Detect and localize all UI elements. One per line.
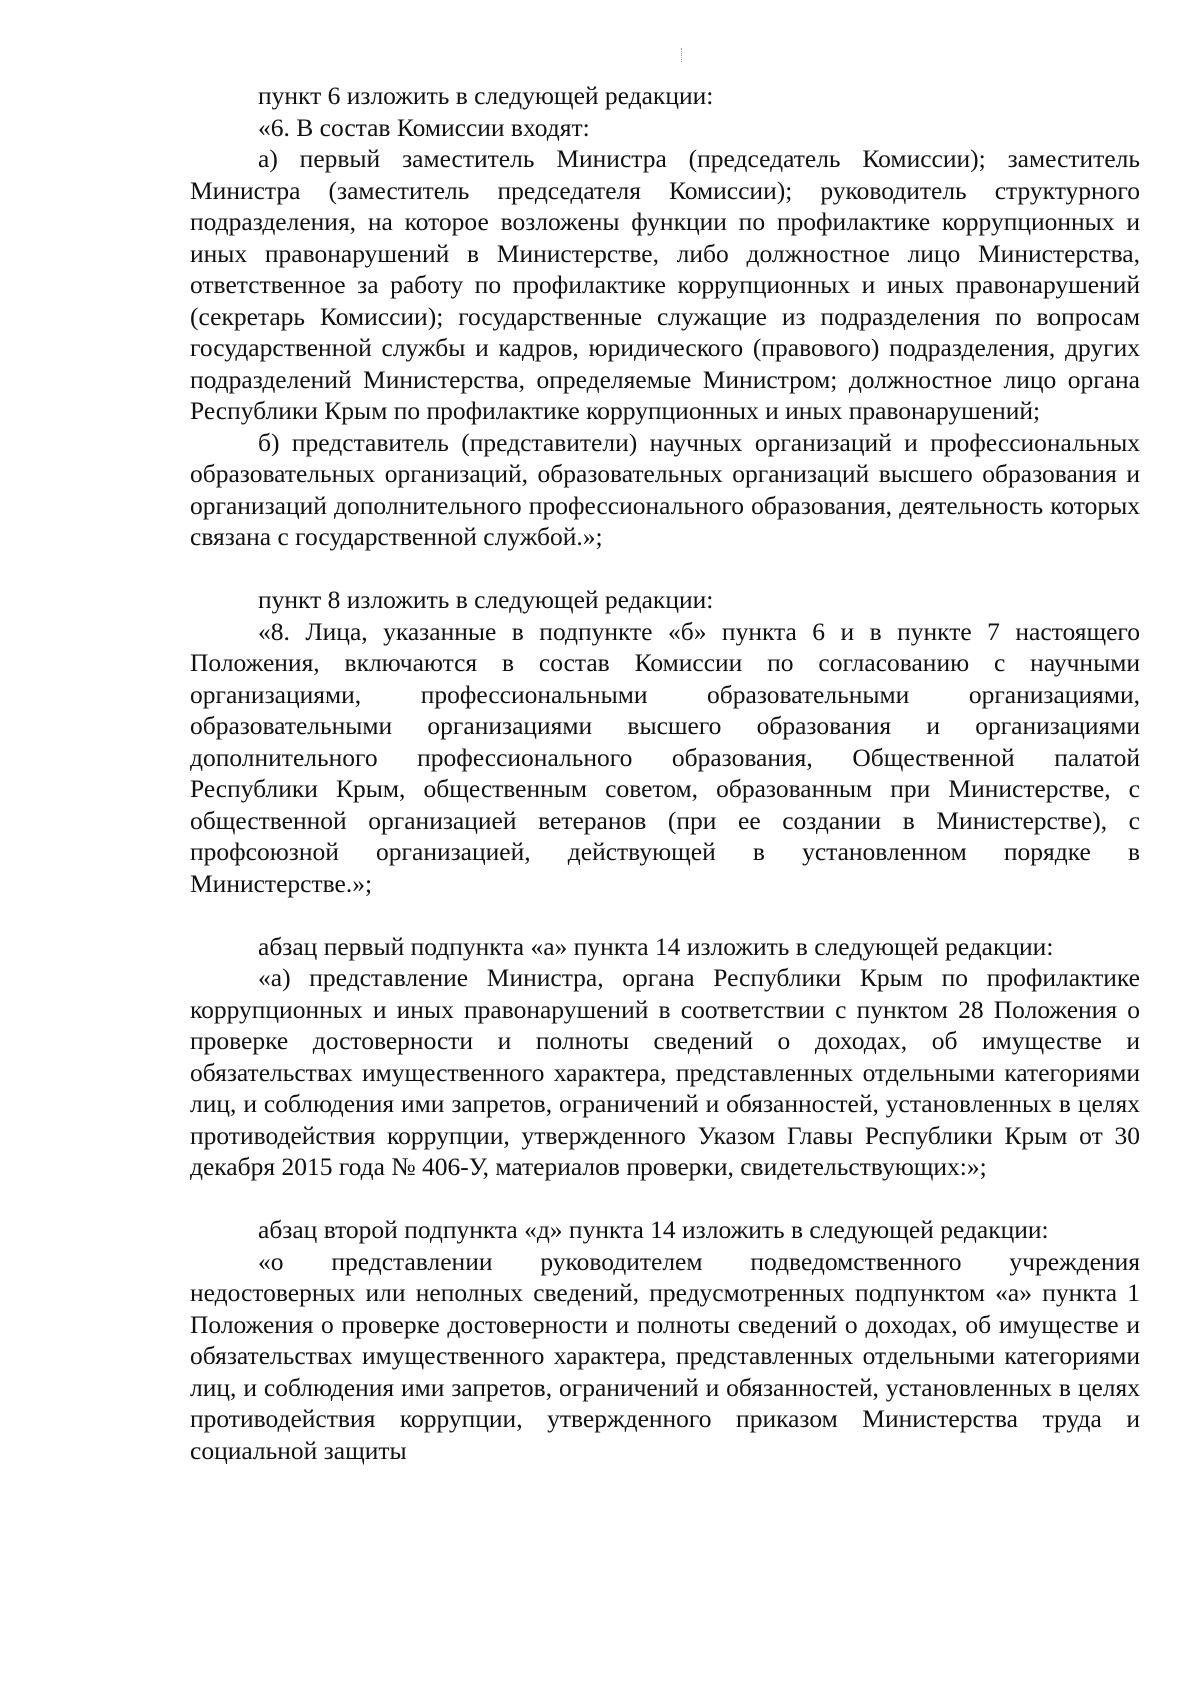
scan-speck [681,48,683,62]
paragraph-item-6-heading: «6. В состав Комиссии входят: [258,112,590,142]
paragraph-item-6-a: а) первый заместитель Министра (председатель Комиссии); заместитель Министра (заместитель председателя Комиссии); руководитель структурного подразделения, на которое возложены функции по профилактике коррупционных и иных правонарушений в Министерстве, либо должностное лицо Министерства, ответственное за работу по профилактике коррупционных и иных правонарушений (секретарь Комиссии); государственные служащие из подразделения по вопросам государственной службы и кадров, юридического (правового) подразделения, других подразделений Министерства, определяемые Министром; должностное лицо органа Республики Крым по профилактике коррупционных и иных правонарушений; [190,144,1140,425]
paragraph-item-8-text: «8. Лица, указанные в подпункте «б» пункта 6 и в пункте 7 настоящего Положения, включаются в состав Комиссии по согласованию с научными организациями, профессиональными образовательными организациями, образовательными организациями высшего образования и организациями дополнительного профессионального образования, Общественной палатой Республики Крым, общественным советом, образованным при Министерстве, с общественной организацией ветеранов (при ее создании в Министерстве), с профсоюзной организацией, действующей в установленном порядке в Министерстве.»; [190,616,1140,898]
paragraph-item-14d-text: «о представлении руководителем подведомственного учреждения недостоверных или неполных сведений, предусмотренных подпунктом «а» пункта 1 Положения о проверке достоверности и полноты сведений о доходах, об имуществе и обязательствах имущественного характера, представленных отдельными категориями лиц, и соблюдения ими запретов, ограничений и обязанностей, установленных в целях противодействия коррупции, утвержденного приказом Министерства труда и социальной защиты [190,1246,1140,1465]
paragraph-gap [190,1183,1140,1215]
paragraph-gap [190,553,1140,585]
paragraph-item-6-b: б) представитель (представители) научных организаций и профессиональных образовательных организаций, образовательных организаций высшего образования и организаций дополнительного профессионального образования, деятельность которых связана с государственной службой.»; [190,427,1140,551]
paragraph-item-14d-intro: абзац второй подпункта «д» пункта 14 изложить в следующей редакции: [258,1215,1049,1244]
document-page [190,80,1140,1466]
paragraph-item-14a-text: «а) представление Министра, органа Республики Крым по профилактике коррупционных и иных правонарушений в соответствии с пунктом 28 Положения о проверке достоверности и полноты сведений о доходах, об имуществе и обязательствах имущественного характера, представленных отдельными категориями лиц, и соблюдения ими запретов, ограничений и обязанностей, установленных в целях противодействия коррупции, утвержденного Указом Главы Республики Крым от 30 декабря 2015 года № 406-У, материалов проверки, свидетельствующих:»; [190,963,1140,1181]
paragraph-item-6-intro: пункт 6 изложить в следующей редакции: [258,81,714,110]
paragraph-item-8-intro: пункт 8 изложить в следующей редакции: [258,585,714,614]
paragraph-gap [190,899,1140,931]
paragraph-item-14a-intro: абзац первый подпункта «а» пункта 14 изложить в следующей редакции: [258,931,1054,961]
